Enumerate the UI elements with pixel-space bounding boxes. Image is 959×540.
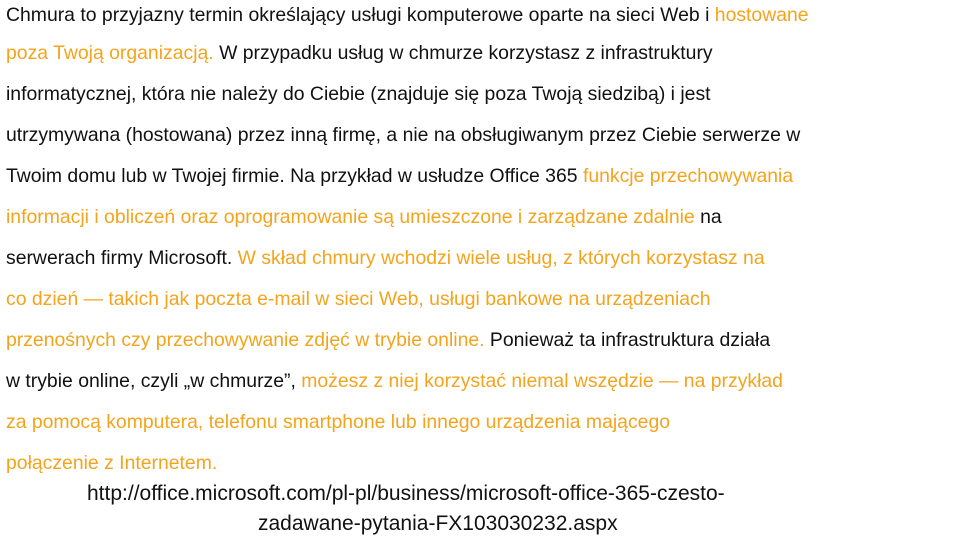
highlighted-text: W skład chmury wchodzi wiele usług, z których korzystasz na [237,247,765,269]
paragraph-line [6,202,722,232]
body-text: Chmura to przyjazny termin określający usługi komputerowe oparte na sieci Web i [6,4,715,26]
body-text: w trybie online, czyli „w chmurze”, [6,370,302,392]
paragraph-line [6,120,800,150]
body-text: serwerach firmy Microsoft. [6,247,238,269]
body-text: Twoim domu lub w Twojej firmie. Na przykład w usłudze Office 365 [6,165,583,187]
source-url-line-1[interactable]: http://office.microsoft.com/pl-pl/business/microsoft-office-365-czesto- [87,482,725,505]
paragraph-line [6,366,783,396]
body-text: informatycznej, która nie należy do Ciebie (znajduje się poza Twoją siedzibą) i jest [6,83,711,105]
highlighted-text: połączenie z Internetem. [6,452,218,474]
highlighted-text: poza Twoją organizacją. [6,42,214,64]
paragraph-line [6,38,713,68]
paragraph-line [6,407,670,437]
paragraph-line [6,325,770,355]
highlighted-text: co dzień — takich jak poczta e-mail w sieci Web, usługi bankowe na urządzeniach [6,288,711,310]
paragraph-line [6,243,765,273]
paragraph-line [6,0,809,30]
highlighted-text: funkcje przechowywania [582,165,794,187]
body-text: W przypadku usług w chmurze korzystasz z infrastruktury [213,42,713,64]
paragraph-line [6,284,711,314]
paragraph-line [6,161,793,191]
source-url-line-2[interactable]: zadawane-pytania-FX103030232.aspx [258,512,618,535]
paragraph-line [6,79,711,109]
highlighted-text: informacji i obliczeń oraz oprogramowanie są umieszczone i zarządzane zdalnie [6,206,695,228]
highlighted-text: za pomocą komputera, telefonu smartphone lub innego urządzenia mającego [6,411,671,433]
body-text: utrzymywana (hostowana) przez inną firmę, a nie na obsługiwanym przez Ciebie serwerze w [6,124,801,146]
body-text: Ponieważ ta infrastruktura działa [484,329,771,351]
highlighted-text: możesz z niej korzystać niemal wszędzie — na przykład [301,370,783,392]
body-text: na [694,206,722,228]
paragraph-line [6,448,217,478]
highlighted-text: przenośnych czy przechowywanie zdjęć w trybie online. [6,329,485,351]
highlighted-text: hostowane [714,4,809,26]
